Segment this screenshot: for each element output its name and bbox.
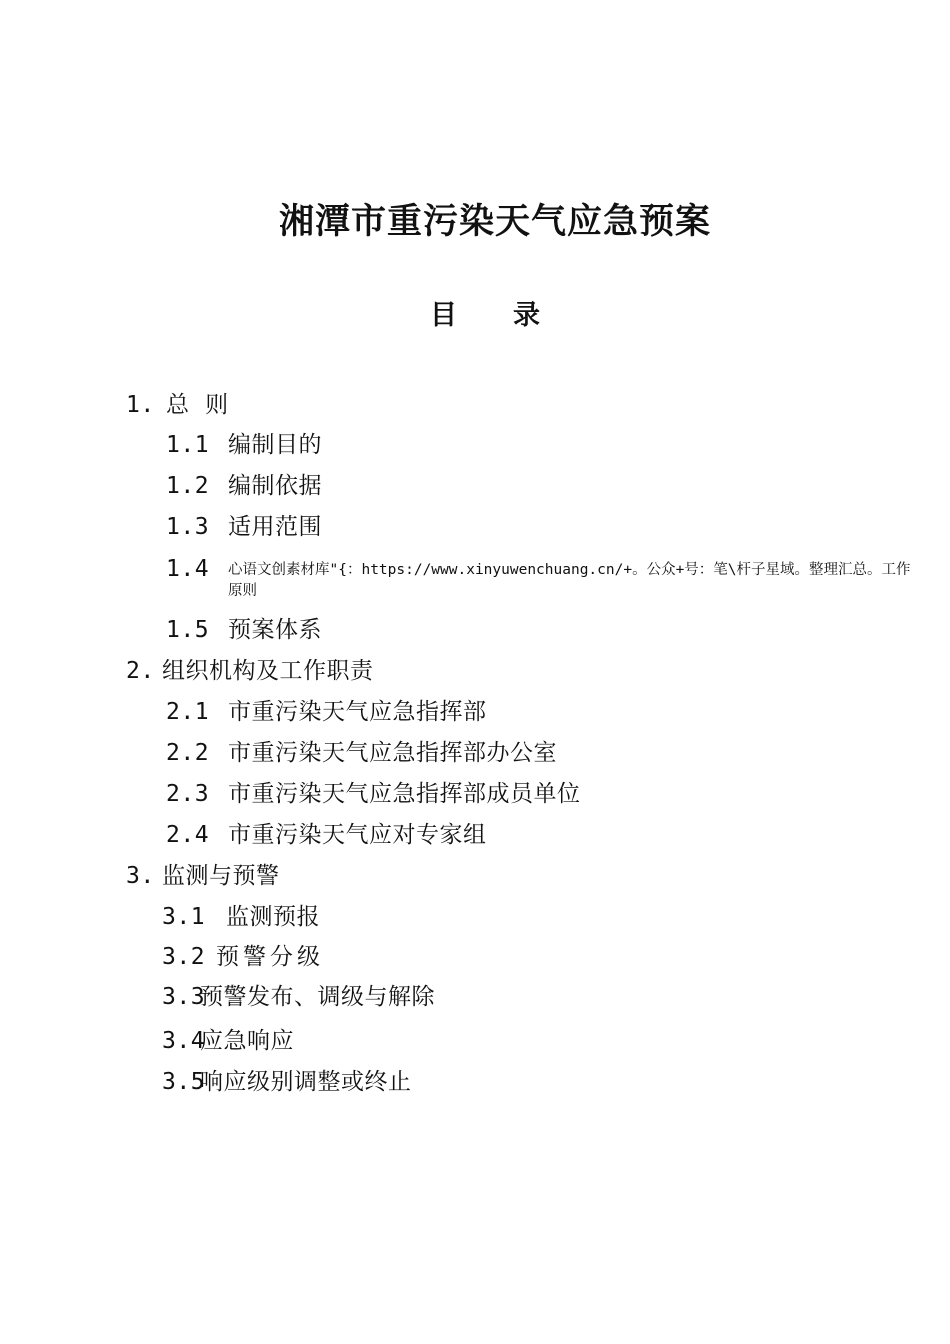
toc-text: 预警分级 xyxy=(216,944,324,970)
toc-number: 1.1 xyxy=(166,432,210,458)
toc-item-2-2[interactable] xyxy=(166,737,557,769)
toc-section-1[interactable] xyxy=(126,389,229,421)
toc-text: 监测预报 xyxy=(226,904,320,930)
toc-number: 3. xyxy=(126,863,155,889)
toc-number: 3.3 xyxy=(162,984,206,1010)
toc-number: 1.3 xyxy=(166,514,210,540)
toc-number: 3.1 xyxy=(162,904,206,930)
toc-text: 适用范围 xyxy=(228,514,322,540)
toc-item-1-5[interactable] xyxy=(166,614,322,646)
toc-item-1-1[interactable] xyxy=(166,429,322,461)
toc-text: 预案体系 xyxy=(228,617,322,643)
toc-text: 总 则 xyxy=(166,392,229,418)
toc-number: 2.3 xyxy=(166,781,210,807)
toc-number: 1.4 xyxy=(166,556,210,582)
toc-item-1-2[interactable] xyxy=(166,470,322,502)
toc-number: 1.5 xyxy=(166,617,210,643)
toc-item-3-1[interactable] xyxy=(162,901,320,933)
toc-item-2-1[interactable] xyxy=(166,696,487,728)
toc-number: 2. xyxy=(126,658,155,684)
toc-text: 编制依据 xyxy=(228,473,322,499)
toc-item-3-3[interactable] xyxy=(162,981,435,1013)
toc-number: 3.2 xyxy=(162,944,206,970)
toc-item-1-4-text[interactable]: 心语文创素材库"{：https://www.xinyuwenchuang.cn/+。公众+号：笔\杆子星域。整理汇总。工作原则 xyxy=(228,562,911,599)
toc-text: 市重污染天气应对专家组 xyxy=(228,822,487,848)
toc-text: 市重污染天气应急指挥部成员单位 xyxy=(228,781,581,807)
toc-item-2-3[interactable] xyxy=(166,778,581,810)
toc-text: 编制目的 xyxy=(228,432,322,458)
toc-text: 监测与预警 xyxy=(162,863,280,889)
toc-text: 预警发布、调级与解除 xyxy=(200,984,435,1010)
toc-text: 市重污染天气应急指挥部办公室 xyxy=(228,740,557,766)
toc-heading-left: 目 xyxy=(430,300,457,331)
toc-number: 2.4 xyxy=(166,822,210,848)
toc-item-1-4-number[interactable] xyxy=(166,553,228,585)
toc-number: 3.5 xyxy=(162,1069,206,1095)
toc-number: 2.1 xyxy=(166,699,210,725)
toc-text: 市重污染天气应急指挥部 xyxy=(228,699,487,725)
toc-item-3-4[interactable] xyxy=(162,1025,294,1057)
toc-section-3[interactable] xyxy=(126,860,280,892)
toc-text: 响应级别调整或终止 xyxy=(200,1069,412,1095)
toc-item-2-4[interactable] xyxy=(166,819,487,851)
document-title: 湘潭市重污染天气应急预案 xyxy=(278,201,711,242)
toc-number: 2.2 xyxy=(166,740,210,766)
toc-heading-right: 录 xyxy=(513,300,540,331)
toc-item-3-2[interactable] xyxy=(162,941,324,973)
toc-text: 组织机构及工作职责 xyxy=(162,658,374,684)
toc-text: 应急响应 xyxy=(200,1028,294,1054)
toc-heading xyxy=(430,296,540,336)
toc-number: 1. xyxy=(126,392,155,418)
toc-item-3-5[interactable] xyxy=(162,1066,412,1098)
toc-number: 1.2 xyxy=(166,473,210,499)
toc-section-2[interactable] xyxy=(126,655,374,687)
toc-item-1-3[interactable] xyxy=(166,511,322,543)
toc-number: 3.4 xyxy=(162,1028,206,1054)
